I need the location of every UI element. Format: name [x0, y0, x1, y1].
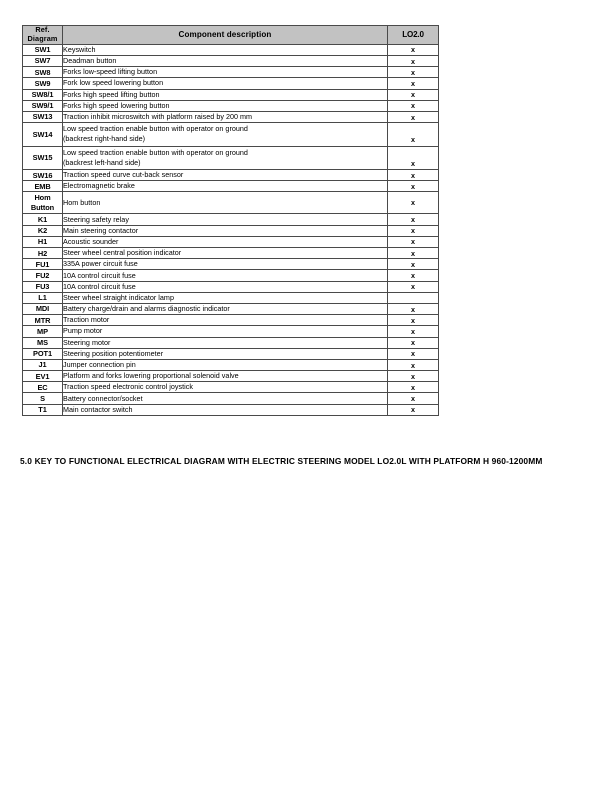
table-row — [23, 89, 439, 100]
cell-lo20-mark: x — [388, 181, 439, 192]
cell-ref-diagram: H1 — [23, 236, 63, 247]
cell-component-description — [63, 270, 388, 281]
description-line: 10A control circuit fuse — [63, 281, 136, 291]
table-row — [23, 225, 439, 236]
cell-lo20-mark: x — [388, 123, 439, 147]
cell-component-description — [63, 315, 388, 326]
table-row — [23, 111, 439, 122]
cell-ref-diagram: MDI — [23, 303, 63, 314]
table-row — [23, 348, 439, 359]
cell-lo20-mark: x — [388, 270, 439, 281]
cell-lo20-mark: x — [388, 382, 439, 393]
description-line: Platform and forks lowering proportional solenoid valve — [63, 371, 239, 381]
description-line: Forks high speed lowering button — [63, 100, 170, 110]
description-line: 10A control circuit fuse — [63, 270, 136, 280]
cell-ref-diagram: EMB — [23, 181, 63, 192]
description-line: 335A power circuit fuse — [63, 259, 138, 269]
table-header-row — [23, 26, 439, 45]
table-row — [23, 281, 439, 292]
cell-component-description — [63, 292, 388, 303]
description-line: Main contactor switch — [63, 404, 133, 414]
description-line: (backrest right-hand side) — [63, 134, 146, 144]
cell-component-description — [63, 382, 388, 393]
cell-component-description — [63, 303, 388, 314]
table-row — [23, 371, 439, 382]
table-row — [23, 303, 439, 314]
cell-lo20-mark: x — [388, 259, 439, 270]
description-line: Traction inhibit microswitch with platform raised by 200 mm — [63, 112, 253, 122]
cell-lo20-mark: x — [388, 225, 439, 236]
cell-lo20-mark: x — [388, 359, 439, 370]
cell-component-description — [63, 348, 388, 359]
cell-ref-diagram: SW15 — [23, 146, 63, 170]
cell-lo20-mark: x — [388, 248, 439, 259]
table-row — [23, 326, 439, 337]
cell-component-description — [63, 404, 388, 415]
cell-component-description — [63, 337, 388, 348]
column-header-ref-line1: Ref. — [35, 25, 50, 34]
table-row — [23, 55, 439, 66]
cell-ref-diagram: SW9/1 — [23, 100, 63, 111]
cell-lo20-mark: x — [388, 337, 439, 348]
description-line: Traction motor — [63, 315, 110, 325]
cell-lo20-mark: x — [388, 348, 439, 359]
description-line: Steering position potentiometer — [63, 348, 164, 358]
cell-ref-diagram: MS — [23, 337, 63, 348]
description-line: Traction speed electronic control joystick — [63, 382, 194, 392]
cell-ref-line2: Button — [30, 202, 55, 212]
cell-ref-diagram: S — [23, 393, 63, 404]
table-row — [23, 192, 439, 214]
cell-ref-diagram: MP — [23, 326, 63, 337]
cell-ref-diagram: SW8/1 — [23, 89, 63, 100]
cell-ref-diagram: FU1 — [23, 259, 63, 270]
cell-lo20-mark: x — [388, 281, 439, 292]
description-line: Electromagnetic brake — [63, 181, 135, 191]
cell-ref-diagram: L1 — [23, 292, 63, 303]
cell-lo20-mark: x — [388, 67, 439, 78]
cell-lo20-mark: x — [388, 192, 439, 214]
table-row — [23, 44, 439, 55]
cell-lo20-mark: x — [388, 89, 439, 100]
description-line: Low speed traction enable button with operator on ground — [63, 124, 248, 134]
cell-component-description — [63, 281, 388, 292]
cell-lo20-mark: x — [388, 78, 439, 89]
column-header-component-description: Component description — [63, 26, 388, 45]
description-line: Battery charge/drain and alarms diagnostic indicator — [63, 304, 230, 314]
cell-component-description — [63, 123, 388, 147]
table-row — [23, 67, 439, 78]
cell-ref-diagram: T1 — [23, 404, 63, 415]
cell-lo20-mark: x — [388, 236, 439, 247]
cell-ref-diagram: EC — [23, 382, 63, 393]
table-row — [23, 259, 439, 270]
table-row — [23, 214, 439, 225]
description-line: Steer wheel straight indicator lamp — [63, 292, 174, 302]
cell-component-description — [63, 78, 388, 89]
column-header-lo20: LO2.0 — [388, 26, 439, 45]
cell-lo20-mark — [388, 292, 439, 303]
cell-ref-diagram: SW13 — [23, 111, 63, 122]
table-header — [23, 26, 439, 45]
table-row — [23, 78, 439, 89]
description-line: Pump motor — [63, 326, 103, 336]
cell-ref-diagram: K1 — [23, 214, 63, 225]
cell-ref-diagram: SW7 — [23, 55, 63, 66]
cell-lo20-mark: x — [388, 170, 439, 181]
column-header-ref-diagram — [23, 26, 63, 45]
cell-lo20-mark: x — [388, 303, 439, 314]
cell-ref-diagram: MTR — [23, 315, 63, 326]
cell-ref-diagram: SW14 — [23, 123, 63, 147]
cell-lo20-mark: x — [388, 111, 439, 122]
table-row — [23, 100, 439, 111]
cell-lo20-mark: x — [388, 315, 439, 326]
cell-ref-diagram: SW9 — [23, 78, 63, 89]
table-row — [23, 337, 439, 348]
description-line: Steering safety relay — [63, 214, 129, 224]
table-row — [23, 315, 439, 326]
table-row — [23, 181, 439, 192]
description-line: Steering motor — [63, 337, 111, 347]
cell-lo20-mark: x — [388, 214, 439, 225]
cell-component-description — [63, 326, 388, 337]
description-line: Forks high speed lifting button — [63, 89, 160, 99]
key-table-container — [22, 25, 438, 416]
cell-ref-diagram: H2 — [23, 248, 63, 259]
cell-component-description — [63, 393, 388, 404]
cell-component-description — [63, 170, 388, 181]
cell-component-description — [63, 236, 388, 247]
column-header-ref-line2: Diagram — [27, 33, 58, 43]
table-row — [23, 382, 439, 393]
table-row — [23, 146, 439, 170]
table-row — [23, 236, 439, 247]
description-line: Low speed traction enable button with operator on ground — [63, 147, 248, 157]
cell-ref-diagram: FU2 — [23, 270, 63, 281]
cell-lo20-mark: x — [388, 44, 439, 55]
cell-component-description — [63, 44, 388, 55]
table-row — [23, 248, 439, 259]
cell-lo20-mark: x — [388, 371, 439, 382]
cell-ref-line1: Hom — [34, 193, 51, 203]
cell-lo20-mark: x — [388, 404, 439, 415]
cell-lo20-mark: x — [388, 100, 439, 111]
table-row — [23, 123, 439, 147]
cell-lo20-mark: x — [388, 326, 439, 337]
table-row — [23, 270, 439, 281]
cell-component-description — [63, 55, 388, 66]
cell-component-description — [63, 181, 388, 192]
component-key-table — [22, 25, 439, 416]
description-line: Hom button — [63, 198, 101, 207]
cell-ref-diagram: J1 — [23, 359, 63, 370]
cell-ref-diagram: POT1 — [23, 348, 63, 359]
table-row — [23, 393, 439, 404]
cell-component-description — [63, 67, 388, 78]
cell-ref-diagram: SW1 — [23, 44, 63, 55]
description-line: Main steering contactor — [63, 225, 139, 235]
cell-component-description — [63, 100, 388, 111]
table-row — [23, 359, 439, 370]
cell-component-description — [63, 359, 388, 370]
cell-ref-diagram: FU3 — [23, 281, 63, 292]
cell-component-description — [63, 248, 388, 259]
description-line: Traction speed curve cut-back sensor — [63, 170, 184, 180]
description-line: Deadman button — [63, 56, 117, 66]
cell-ref-diagram: EV1 — [23, 371, 63, 382]
table-row — [23, 292, 439, 303]
cell-component-description — [63, 225, 388, 236]
description-line: Acoustic sounder — [63, 236, 119, 246]
cell-component-description — [63, 192, 388, 214]
cell-component-description — [63, 89, 388, 100]
description-line: Jumper connection pin — [63, 360, 136, 370]
table-row — [23, 170, 439, 181]
table-body — [23, 44, 439, 415]
cell-component-description — [63, 259, 388, 270]
cell-component-description — [63, 146, 388, 170]
description-line: Fork low speed lowering button — [63, 78, 164, 88]
description-line: Battery connector/socket — [63, 393, 143, 403]
description-line: Keyswitch — [63, 44, 96, 54]
section-heading: 5.0 KEY TO FUNCTIONAL ELECTRICAL DIAGRAM WITH ELECTRIC STEERING MODEL LO2.0L WITH PLATFORM H 960-1200MM — [20, 456, 543, 466]
cell-lo20-mark: x — [388, 146, 439, 170]
cell-component-description — [63, 371, 388, 382]
table-row — [23, 404, 439, 415]
description-line: Steer wheel central position indicator — [63, 248, 182, 258]
cell-lo20-mark: x — [388, 393, 439, 404]
cell-ref-diagram — [23, 192, 63, 214]
cell-component-description — [63, 111, 388, 122]
cell-ref-diagram: K2 — [23, 225, 63, 236]
cell-lo20-mark: x — [388, 55, 439, 66]
cell-component-description — [63, 214, 388, 225]
cell-ref-diagram: SW16 — [23, 170, 63, 181]
description-line: Forks low-speed lifting button — [63, 67, 158, 77]
cell-ref-diagram: SW8 — [23, 67, 63, 78]
description-line: (backrest left-hand side) — [63, 157, 141, 167]
